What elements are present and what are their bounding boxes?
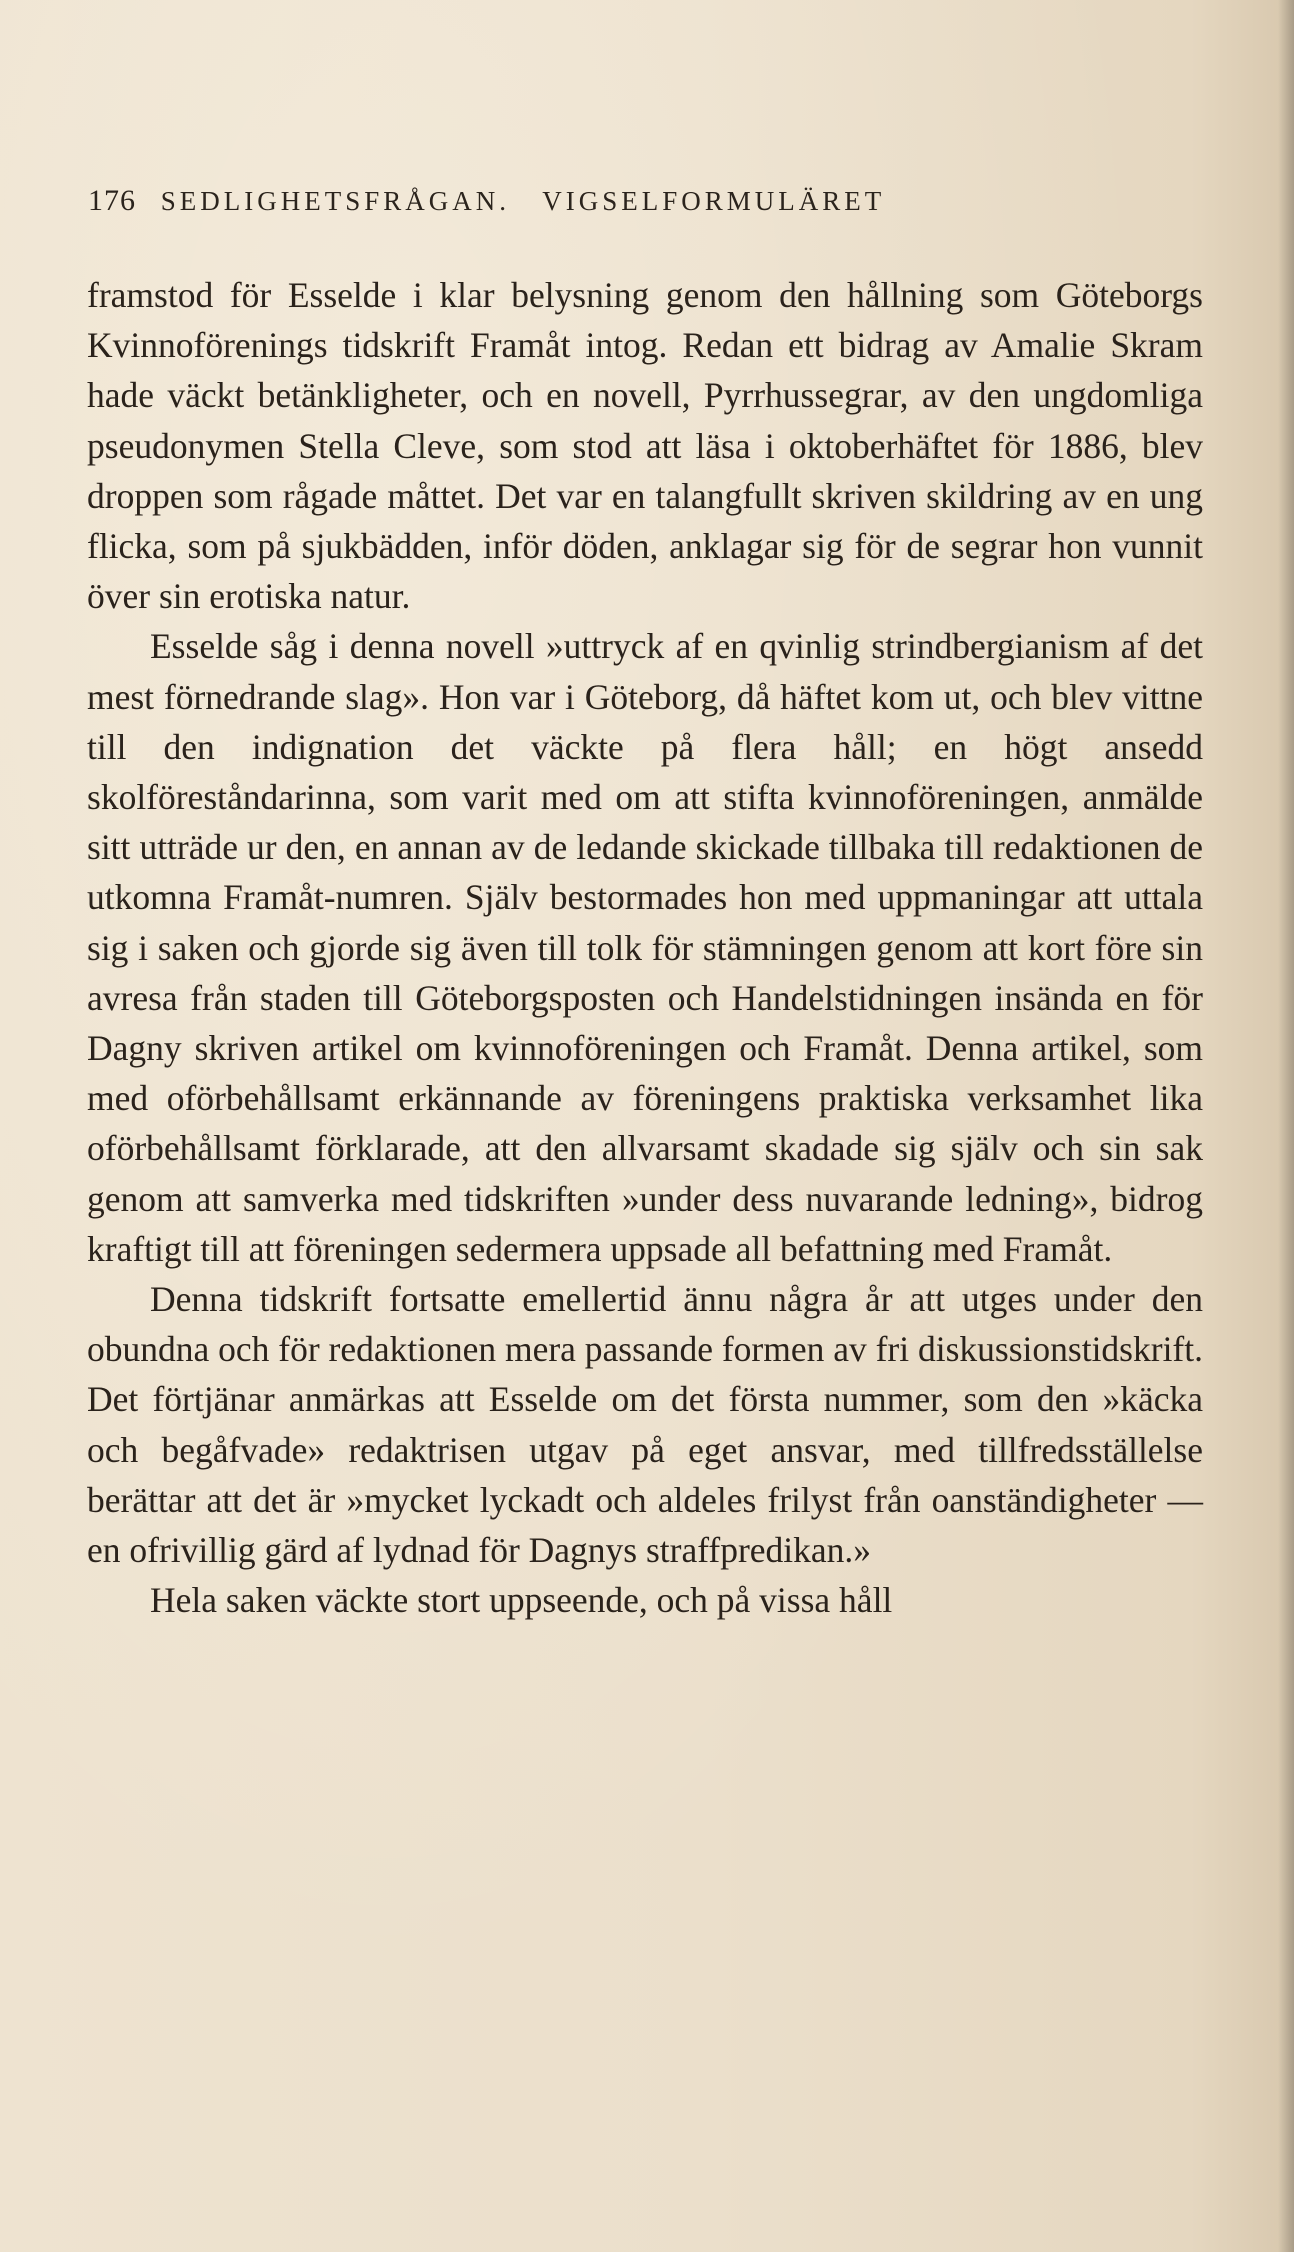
paragraph: Denna tidskrift fortsatte emellertid ännu några år att utges under den obundna och för redaktionen mera passande formen av fri diskussionstidskrift. Det förtjänar anmärkas att Esselde om det första nummer, som den »käcka och begåfvade» redaktrisen utgav på eget ansvar, med tillfredsställelse berättar att det är »mycket lyckadt och aldeles frilyst från oanständigheter — en ofrivillig gärd af lydnad för Dagnys straffpredikan.»	[87, 1279, 1203, 1571]
body-text	[87, 270, 1203, 1625]
section-title: VIGSELFORMULÄRET	[542, 186, 886, 216]
chapter-title: SEDLIGHETSFRÅGAN.	[160, 186, 511, 216]
paragraph: Esselde såg i denna novell »uttryck af en qvinlig strindbergianism af det mest förnedrande slag». Hon var i Göteborg, då häftet kom ut, och blev vittne till den indignation det väckte på flera håll; en högt ansedd skolföreståndarinna, som varit med om att stifta kvinnoföreningen, anmälde sitt utträde ur den, en annan av de ledande skickade tillbaka till redaktionen de utkomna Framåt-numren. Själv bestormades hon med uppmaningar att uttala sig i saken och gjorde sig även till tolk för stämningen genom att kort före sin avresa från staden till Göteborgsposten och Handelstidningen insända en för Dagny skriven artikel om kvinnoföreningen och Framåt. Denna artikel, som med oförbehållsamt erkännande av föreningens praktiska verksamhet lika oförbehållsamt förklarade, att den allvarsamt skadade sig själv och sin sak genom att samverka med tidskriften »under dess nuvarande ledning», bidrog kraftigt till att föreningen sedermera uppsade all befattning med Framåt.	[87, 626, 1203, 1269]
running-header	[88, 184, 1208, 218]
paragraph-continued: framstod för Esselde i klar belysning genom den hållning som Göteborgs Kvinnoförenings tidskrift Framåt intog. Redan ett bidrag av Amalie Skram hade väckt betänkligheter, och en novell, Pyrrhussegrar, av den ungdomliga pseudonymen Stella Cleve, som stod att läsa i oktoberhäftet för 1886, blev droppen som rågade måttet. Det var en talangfullt skriven skildring av en ung flicka, som på sjukbädden, inför döden, anklagar sig för de segrar hon vunnit över sin erotiska natur.	[87, 275, 1203, 617]
page-edge-shadow	[1278, 0, 1294, 2252]
paragraph: Hela saken väckte stort uppseende, och på vissa håll	[150, 1580, 893, 1621]
page-number: 176	[88, 184, 136, 217]
